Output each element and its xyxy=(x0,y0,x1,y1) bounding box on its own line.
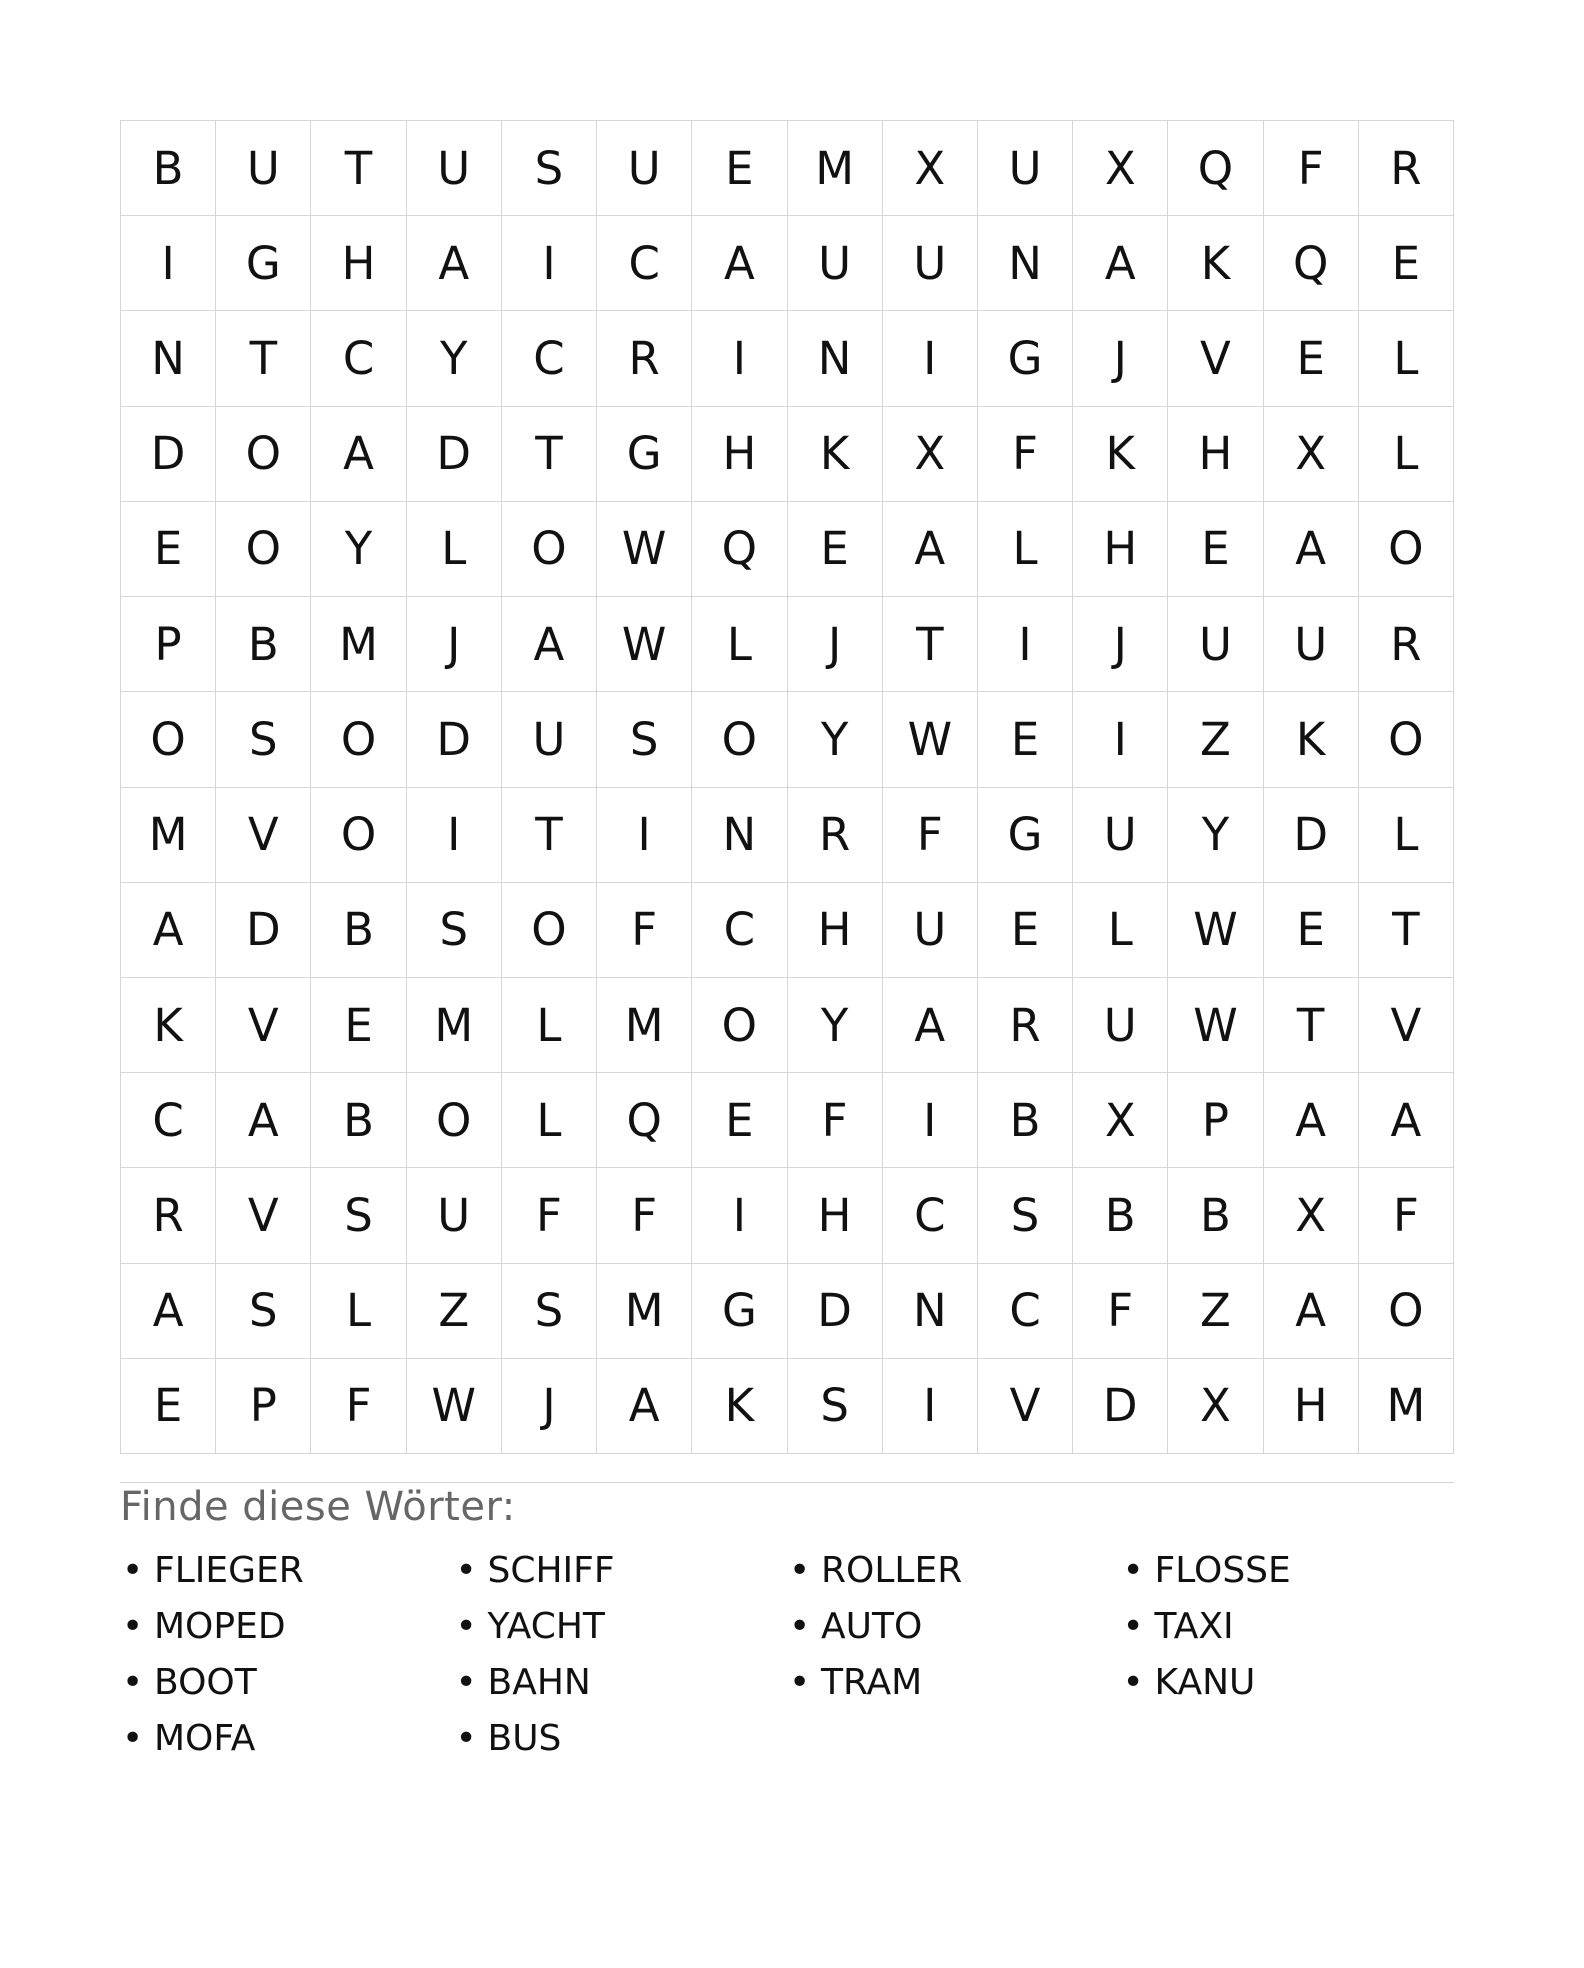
grid-cell[interactable]: H xyxy=(788,1168,883,1263)
grid-cell[interactable]: A xyxy=(311,407,406,502)
grid-cell[interactable]: U xyxy=(1073,788,1168,883)
grid-cell[interactable]: C xyxy=(692,883,787,978)
grid-cell[interactable]: D xyxy=(121,407,216,502)
word-label: AUTO xyxy=(821,1605,923,1647)
grid-cell[interactable]: Z xyxy=(407,1264,502,1359)
bullet-icon: • xyxy=(122,1661,144,1703)
word-list-item xyxy=(120,1542,454,1598)
grid-cell[interactable]: K xyxy=(1168,216,1263,311)
word-list-item xyxy=(1121,1654,1455,1710)
grid-cell[interactable]: L xyxy=(692,597,787,692)
grid-cell[interactable]: S xyxy=(502,1264,597,1359)
grid-cell[interactable]: G xyxy=(597,407,692,502)
word-list-item xyxy=(1121,1542,1455,1598)
grid-cell[interactable]: I xyxy=(1073,692,1168,787)
grid-cell[interactable]: B xyxy=(978,1073,1073,1168)
grid-cell[interactable]: F xyxy=(1264,121,1359,216)
grid-cell[interactable]: Y xyxy=(311,502,406,597)
grid-cell[interactable]: T xyxy=(1264,978,1359,1073)
grid-cell[interactable]: V xyxy=(216,978,311,1073)
grid-cell[interactable]: A xyxy=(502,597,597,692)
grid-cell[interactable]: V xyxy=(216,1168,311,1263)
grid-cell[interactable]: T xyxy=(502,407,597,502)
grid-cell[interactable]: C xyxy=(883,1168,978,1263)
bullet-icon: • xyxy=(122,1605,144,1647)
grid-cell[interactable]: W xyxy=(883,692,978,787)
grid-cell[interactable]: O xyxy=(311,788,406,883)
word-label: BOOT xyxy=(154,1661,257,1703)
grid-cell[interactable]: R xyxy=(978,978,1073,1073)
grid-cell[interactable]: P xyxy=(1168,1073,1263,1168)
grid-cell[interactable]: M xyxy=(311,597,406,692)
word-label: ROLLER xyxy=(821,1549,963,1591)
grid-cell[interactable]: I xyxy=(692,311,787,406)
grid-cell[interactable]: L xyxy=(407,502,502,597)
grid-cell[interactable]: A xyxy=(597,1359,692,1454)
word-list-item xyxy=(454,1598,788,1654)
grid-cell[interactable]: U xyxy=(883,883,978,978)
word-label: MOFA xyxy=(154,1717,256,1759)
grid-cell[interactable]: E xyxy=(1264,311,1359,406)
word-list-item xyxy=(120,1710,454,1766)
grid-cell[interactable]: Q xyxy=(692,502,787,597)
grid-cell[interactable]: O xyxy=(1359,692,1454,787)
grid-cell[interactable]: Y xyxy=(788,978,883,1073)
grid-cell[interactable]: Y xyxy=(407,311,502,406)
grid-cell[interactable]: D xyxy=(216,883,311,978)
word-label: BAHN xyxy=(487,1661,591,1703)
grid-cell[interactable]: J xyxy=(788,597,883,692)
grid-cell[interactable]: A xyxy=(883,502,978,597)
grid-cell[interactable]: L xyxy=(502,978,597,1073)
grid-cell[interactable]: L xyxy=(1359,407,1454,502)
grid-cell[interactable]: Q xyxy=(1264,216,1359,311)
grid-cell[interactable]: T xyxy=(883,597,978,692)
grid-cell[interactable]: N xyxy=(788,311,883,406)
grid-cell[interactable]: N xyxy=(978,216,1073,311)
grid-cell[interactable]: S xyxy=(788,1359,883,1454)
grid-cell[interactable]: F xyxy=(788,1073,883,1168)
grid-cell[interactable]: O xyxy=(1359,1264,1454,1359)
grid-cell[interactable]: U xyxy=(883,216,978,311)
grid-cell[interactable]: S xyxy=(978,1168,1073,1263)
grid-cell[interactable]: B xyxy=(121,121,216,216)
grid-cell[interactable]: H xyxy=(1264,1359,1359,1454)
grid-cell[interactable]: C xyxy=(311,311,406,406)
bullet-icon: • xyxy=(455,1717,477,1759)
grid-cell[interactable]: F xyxy=(597,1168,692,1263)
word-search-grid xyxy=(120,120,1454,1454)
grid-cell[interactable]: E xyxy=(788,502,883,597)
grid-cell[interactable]: G xyxy=(978,311,1073,406)
grid-cell[interactable]: D xyxy=(407,692,502,787)
grid-cell[interactable]: D xyxy=(788,1264,883,1359)
bullet-icon: • xyxy=(1122,1605,1144,1647)
grid-cell[interactable]: N xyxy=(121,311,216,406)
grid-cell[interactable]: W xyxy=(597,597,692,692)
grid-cell[interactable]: C xyxy=(978,1264,1073,1359)
grid-cell[interactable]: J xyxy=(407,597,502,692)
grid-cell[interactable]: O xyxy=(216,502,311,597)
grid-cell[interactable]: Q xyxy=(1168,121,1263,216)
grid-cell[interactable]: H xyxy=(692,407,787,502)
grid-cell[interactable]: C xyxy=(597,216,692,311)
grid-cell[interactable]: W xyxy=(597,502,692,597)
grid-cell[interactable]: A xyxy=(883,978,978,1073)
grid-cell[interactable]: X xyxy=(1168,1359,1263,1454)
word-list-item xyxy=(1121,1598,1455,1654)
grid-cell[interactable]: E xyxy=(1264,883,1359,978)
grid-cell[interactable]: A xyxy=(1264,1073,1359,1168)
grid-cell[interactable]: B xyxy=(1073,1168,1168,1263)
grid-cell[interactable]: R xyxy=(121,1168,216,1263)
grid-cell[interactable]: O xyxy=(311,692,406,787)
grid-cell[interactable]: U xyxy=(216,121,311,216)
grid-cell[interactable]: A xyxy=(407,216,502,311)
grid-cell[interactable]: T xyxy=(311,121,406,216)
bullet-icon: • xyxy=(789,1549,811,1591)
grid-cell[interactable]: R xyxy=(597,311,692,406)
grid-cell[interactable]: A xyxy=(1264,1264,1359,1359)
grid-cell[interactable]: V xyxy=(1359,978,1454,1073)
grid-cell[interactable]: L xyxy=(1359,788,1454,883)
grid-cell[interactable]: B xyxy=(216,597,311,692)
grid-cell[interactable]: K xyxy=(121,978,216,1073)
grid-cell[interactable]: R xyxy=(1359,597,1454,692)
grid-cell[interactable]: E xyxy=(311,978,406,1073)
grid-cell[interactable]: I xyxy=(597,788,692,883)
grid-cell[interactable]: A xyxy=(1264,502,1359,597)
word-list xyxy=(120,1542,1454,1766)
grid-cell[interactable]: D xyxy=(1073,1359,1168,1454)
grid-cell[interactable]: L xyxy=(311,1264,406,1359)
grid-cell[interactable]: F xyxy=(502,1168,597,1263)
grid-cell[interactable]: F xyxy=(1073,1264,1168,1359)
grid-cell[interactable]: V xyxy=(978,1359,1073,1454)
grid-cell[interactable]: M xyxy=(121,788,216,883)
word-list-item xyxy=(787,1654,1121,1710)
grid-cell[interactable]: L xyxy=(502,1073,597,1168)
grid-cell[interactable]: W xyxy=(407,1359,502,1454)
grid-cell[interactable]: E xyxy=(692,1073,787,1168)
word-label: MOPED xyxy=(154,1605,286,1647)
grid-cell[interactable]: I xyxy=(502,216,597,311)
grid-cell[interactable]: H xyxy=(1168,407,1263,502)
bullet-icon: • xyxy=(455,1661,477,1703)
grid-cell[interactable]: X xyxy=(1264,1168,1359,1263)
grid-cell[interactable]: F xyxy=(883,788,978,883)
word-label: BUS xyxy=(487,1717,562,1759)
grid-cell[interactable]: O xyxy=(502,502,597,597)
grid-cell[interactable]: X xyxy=(883,407,978,502)
grid-cell[interactable]: A xyxy=(121,883,216,978)
grid-cell[interactable]: A xyxy=(692,216,787,311)
grid-cell[interactable]: K xyxy=(788,407,883,502)
grid-cell[interactable]: G xyxy=(216,216,311,311)
bullet-icon: • xyxy=(789,1661,811,1703)
grid-cell[interactable]: A xyxy=(216,1073,311,1168)
grid-cell[interactable]: K xyxy=(1073,407,1168,502)
grid-cell[interactable]: Q xyxy=(597,1073,692,1168)
word-label: SCHIFF xyxy=(487,1549,615,1591)
grid-cell[interactable]: I xyxy=(883,1359,978,1454)
grid-cell[interactable]: G xyxy=(978,788,1073,883)
grid-cell[interactable]: U xyxy=(502,692,597,787)
word-label: YACHT xyxy=(487,1605,605,1647)
grid-cell[interactable]: I xyxy=(121,216,216,311)
grid-cell[interactable]: K xyxy=(692,1359,787,1454)
grid-cell[interactable]: U xyxy=(597,121,692,216)
word-list-item xyxy=(787,1542,1121,1598)
grid-cell[interactable]: C xyxy=(502,311,597,406)
grid-cell[interactable]: D xyxy=(407,407,502,502)
grid-cell[interactable]: K xyxy=(1264,692,1359,787)
grid-cell[interactable]: T xyxy=(216,311,311,406)
grid-cell[interactable]: M xyxy=(407,978,502,1073)
word-label: FLIEGER xyxy=(154,1549,304,1591)
grid-cell[interactable]: B xyxy=(311,1073,406,1168)
bullet-icon: • xyxy=(122,1717,144,1759)
grid-cell[interactable]: E xyxy=(121,502,216,597)
grid-cell[interactable]: I xyxy=(978,597,1073,692)
grid-cell[interactable]: B xyxy=(1168,1168,1263,1263)
bullet-icon: • xyxy=(455,1549,477,1591)
grid-cell[interactable]: L xyxy=(1359,311,1454,406)
grid-cell[interactable]: W xyxy=(1168,883,1263,978)
grid-cell[interactable]: P xyxy=(121,597,216,692)
grid-cell[interactable]: S xyxy=(502,121,597,216)
grid-cell[interactable]: M xyxy=(1359,1359,1454,1454)
grid-cell[interactable]: T xyxy=(502,788,597,883)
grid-cell[interactable]: X xyxy=(1073,121,1168,216)
grid-cell[interactable]: M xyxy=(788,121,883,216)
bullet-icon: • xyxy=(455,1605,477,1647)
grid-cell[interactable]: O xyxy=(121,692,216,787)
grid-cell[interactable]: F xyxy=(978,407,1073,502)
grid-cell[interactable]: R xyxy=(788,788,883,883)
bullet-icon: • xyxy=(1122,1661,1144,1703)
grid-cell[interactable]: T xyxy=(1359,883,1454,978)
word-list-item xyxy=(787,1598,1121,1654)
word-label: TRAM xyxy=(821,1661,923,1703)
grid-cell[interactable]: S xyxy=(311,1168,406,1263)
grid-cell[interactable]: H xyxy=(788,883,883,978)
bullet-icon: • xyxy=(1122,1549,1144,1591)
grid-cell[interactable]: O xyxy=(692,978,787,1073)
grid-cell[interactable]: Z xyxy=(1168,692,1263,787)
grid-cell[interactable]: I xyxy=(407,788,502,883)
grid-cell[interactable]: F xyxy=(597,883,692,978)
grid-cell[interactable]: D xyxy=(1264,788,1359,883)
bullet-icon: • xyxy=(789,1605,811,1647)
grid-cell[interactable]: E xyxy=(978,883,1073,978)
grid-cell[interactable]: B xyxy=(311,883,406,978)
bullet-icon: • xyxy=(122,1549,144,1591)
word-list-item xyxy=(120,1654,454,1710)
grid-cell[interactable]: O xyxy=(407,1073,502,1168)
grid-cell[interactable]: N xyxy=(692,788,787,883)
grid-cell[interactable]: M xyxy=(597,1264,692,1359)
grid-cell[interactable]: X xyxy=(1264,407,1359,502)
divider xyxy=(120,1482,1454,1483)
grid-cell[interactable]: U xyxy=(407,1168,502,1263)
grid-cell[interactable]: O xyxy=(1359,502,1454,597)
grid-cell[interactable]: O xyxy=(216,407,311,502)
word-label: TAXI xyxy=(1154,1605,1234,1647)
word-list-heading: Finde diese Wörter: xyxy=(120,1484,516,1530)
grid-cell[interactable]: U xyxy=(1264,597,1359,692)
grid-cell[interactable]: F xyxy=(1359,1168,1454,1263)
grid-cell[interactable]: U xyxy=(978,121,1073,216)
grid-cell[interactable]: C xyxy=(121,1073,216,1168)
grid-cell[interactable]: L xyxy=(978,502,1073,597)
grid-cell[interactable]: V xyxy=(216,788,311,883)
grid-cell[interactable]: E xyxy=(978,692,1073,787)
grid-cell[interactable]: A xyxy=(121,1264,216,1359)
grid-cell[interactable]: E xyxy=(1359,216,1454,311)
grid-cell[interactable]: I xyxy=(692,1168,787,1263)
grid-cell[interactable]: S xyxy=(597,692,692,787)
grid-cell[interactable]: S xyxy=(216,692,311,787)
grid-cell[interactable]: U xyxy=(1073,978,1168,1073)
grid-cell[interactable]: I xyxy=(883,1073,978,1168)
grid-cell[interactable]: S xyxy=(407,883,502,978)
grid-cell[interactable]: X xyxy=(1073,1073,1168,1168)
word-label: FLOSSE xyxy=(1154,1549,1291,1591)
grid-cell[interactable]: J xyxy=(502,1359,597,1454)
word-list-item xyxy=(120,1598,454,1654)
grid-cell[interactable]: G xyxy=(692,1264,787,1359)
grid-cell[interactable]: O xyxy=(692,692,787,787)
word-label: KANU xyxy=(1154,1661,1256,1703)
grid-cell[interactable]: P xyxy=(216,1359,311,1454)
grid-cell[interactable]: J xyxy=(1073,597,1168,692)
grid-cell[interactable]: E xyxy=(692,121,787,216)
grid-cell[interactable]: U xyxy=(1168,597,1263,692)
grid-cell[interactable]: N xyxy=(883,1264,978,1359)
grid-cell[interactable]: X xyxy=(883,121,978,216)
grid-cell[interactable]: U xyxy=(407,121,502,216)
word-list-item xyxy=(454,1654,788,1710)
grid-cell[interactable]: J xyxy=(1073,311,1168,406)
grid-cell[interactable]: A xyxy=(1073,216,1168,311)
grid-cell[interactable]: S xyxy=(216,1264,311,1359)
grid-cell[interactable]: H xyxy=(1073,502,1168,597)
word-list-item xyxy=(454,1710,788,1766)
grid-cell[interactable]: U xyxy=(788,216,883,311)
grid-cell[interactable]: V xyxy=(1168,311,1263,406)
grid-cell[interactable]: L xyxy=(1073,883,1168,978)
word-list-item xyxy=(454,1542,788,1598)
grid-cell[interactable]: H xyxy=(311,216,406,311)
grid-cell[interactable]: A xyxy=(1359,1073,1454,1168)
grid-cell[interactable]: R xyxy=(1359,121,1454,216)
grid-cell[interactable]: Y xyxy=(788,692,883,787)
grid-cell[interactable]: O xyxy=(502,883,597,978)
grid-cell[interactable]: Y xyxy=(1168,788,1263,883)
grid-cell[interactable]: F xyxy=(311,1359,406,1454)
grid-cell[interactable]: E xyxy=(121,1359,216,1454)
grid-cell[interactable]: I xyxy=(883,311,978,406)
grid-cell[interactable]: E xyxy=(1168,502,1263,597)
grid-cell[interactable]: W xyxy=(1168,978,1263,1073)
grid-cell[interactable]: Z xyxy=(1168,1264,1263,1359)
grid-cell[interactable]: M xyxy=(597,978,692,1073)
